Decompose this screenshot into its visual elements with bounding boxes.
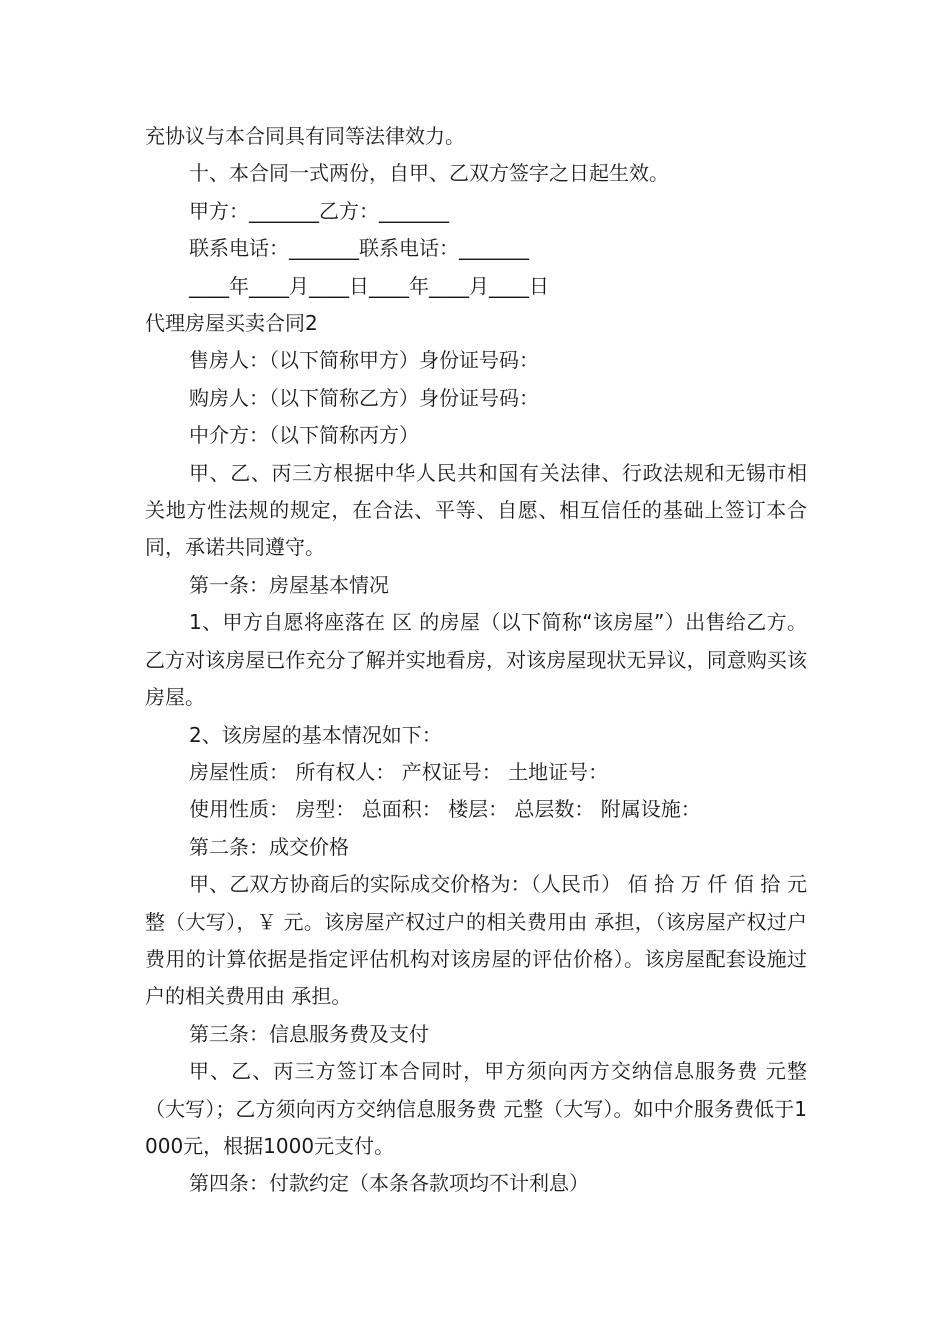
signature-phone-line: 联系电话：_______联系电话：_______ (189, 236, 529, 261)
signature-date-line: ____年____月____日____年____月____日 (189, 273, 549, 298)
contract-title: 代理房屋买卖合同2 (145, 311, 318, 336)
signature-parties-line: 甲方：_______乙方：_______ (189, 198, 449, 223)
paragraph-agent: 中介方：（以下简称丙方） (189, 423, 419, 448)
paragraph-seller: 售房人：（以下简称甲方）身份证号码： (189, 348, 539, 373)
paragraph-preamble: 甲、乙、丙三方根据中华人民共和国有关法律、行政法规和无锡市相关地方性法规的规定，在合法、平等、自愿、相互信任的基础上签订本合同，承诺共同遵守。 (145, 460, 807, 560)
article-one-heading: 第一条：房屋基本情况 (189, 572, 389, 597)
article-four-heading: 第四条：付款约定（本条各款项均不计利息） (189, 1171, 589, 1196)
article-one-item-2: 2、该房屋的基本情况如下： (189, 722, 442, 747)
document-body (145, 118, 807, 1203)
paragraph-clause-ten: 十、本合同一式两份，自甲、乙双方签字之日起生效。 (189, 161, 669, 186)
property-usage-line: 使用性质： 房型： 总面积： 楼层： 总层数： 附属设施： (189, 797, 701, 822)
article-two-heading: 第二条：成交价格 (189, 834, 349, 859)
paragraph-buyer: 购房人：（以下简称乙方）身份证号码： (189, 385, 539, 410)
article-three-body: 甲、乙、丙三方签订本合同时，甲方须向丙方交纳信息服务费 元整（大写）；乙方须向丙方交纳信息服务费 元整（大写）。如中介服务费低于1000元，根据1000元支付。 (145, 1059, 807, 1158)
article-two-body: 甲、乙双方协商后的实际成交价格为：（人民币） 佰 拾 万 仟 佰 拾 元整（大写），￥ 元。该房屋产权过户的相关费用由 承担，（该房屋产权过户费用的计算依据是指定评估机构对该房屋的评估价格）。该房屋配套设施过户的相关费用由 承担。 (145, 872, 807, 1009)
paragraph-continuation: 充协议与本合同具有同等法律效力。 (145, 124, 465, 148)
article-three-heading: 第三条：信息服务费及支付 (189, 1021, 429, 1046)
article-one-item-1: 1、甲方自愿将座落在 区 的房屋（以下简称“该房屋”）出售给乙方。乙方对该房屋已作充分了解并实地看房，对该房屋现状无异议，同意购买该房屋。 (145, 610, 807, 710)
property-nature-line: 房屋性质： 所有权人： 产权证号： 土地证号： (189, 759, 609, 784)
